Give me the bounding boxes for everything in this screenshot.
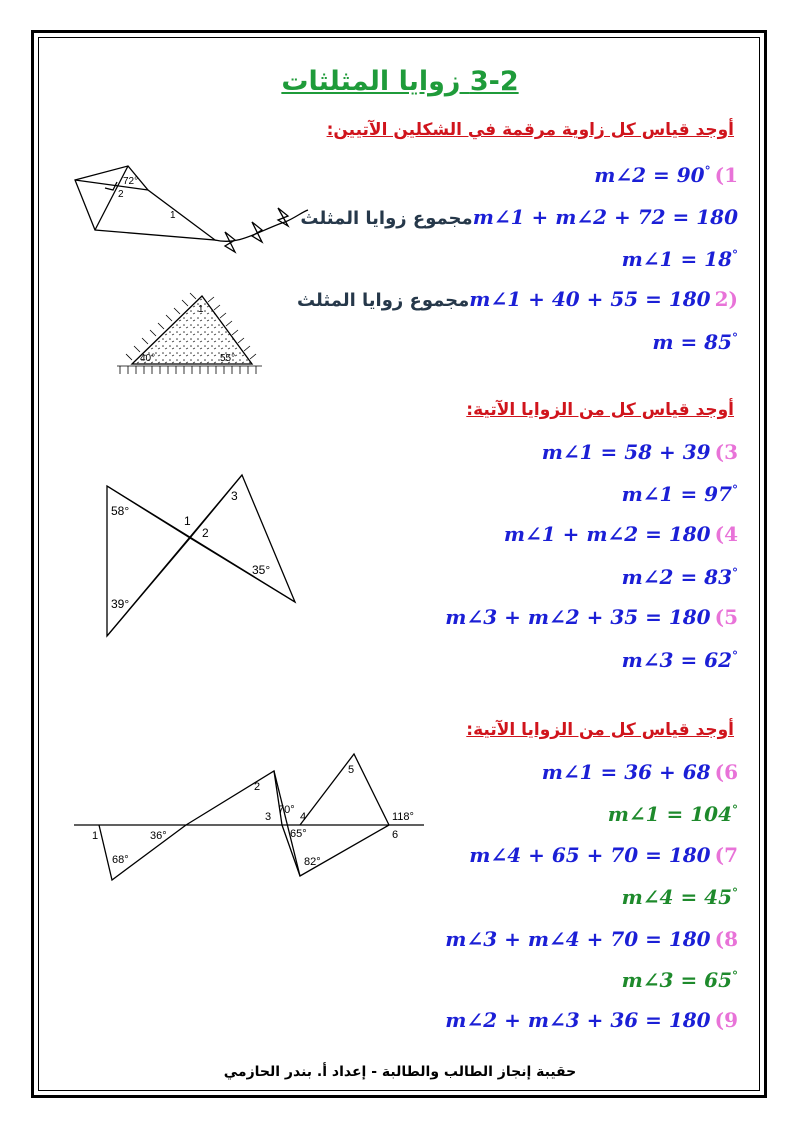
equation-line: m∠1 = 18° — [621, 247, 738, 271]
line-angle-82: 82° — [304, 856, 321, 868]
line-label-3: 3 — [265, 811, 272, 823]
equation-line: m∠1 = 58 + 39 (3 — [541, 440, 738, 464]
bowtie-angle-58: 58° — [111, 504, 130, 518]
kite-angle-72: 72° — [123, 176, 139, 187]
bowtie-label-2: 2 — [202, 526, 209, 540]
equation-line: m∠1 = 36 + 68 (6 — [541, 760, 738, 784]
line-angle-65: 65° — [290, 828, 307, 840]
line-label-6: 6 — [392, 829, 399, 841]
equation-line: m = 85° — [652, 330, 738, 354]
hatched-label-1: 1 — [198, 304, 204, 315]
bowtie-label-1: 1 — [184, 514, 191, 528]
kite-figure — [70, 160, 310, 255]
equation-line: m∠4 + 65 + 70 = 180 (7 — [469, 843, 738, 867]
line-angle-70: 70° — [278, 804, 295, 816]
hatched-angle-40: 40° — [140, 353, 156, 364]
kite-label-2: 2 — [118, 189, 124, 200]
line-angle-36: 36° — [150, 830, 167, 842]
bowtie-angle-39: 39° — [111, 597, 130, 611]
equation-line: m∠3 = 62° — [621, 648, 738, 672]
equation-line: m∠2 + m∠3 + 36 = 180 (9 — [445, 1008, 738, 1032]
kite-label-1: 1 — [170, 210, 176, 221]
hatched-triangle-figure — [112, 288, 272, 376]
equation-line: m∠1 = 97° — [621, 482, 738, 506]
equation-line: m∠3 = 65° — [621, 968, 738, 992]
equation-line: m∠3 + m∠4 + 70 = 180 (8 — [445, 927, 738, 951]
section-heading-1: أوجد قياس كل زاوية مرقمة في الشكلين الآتيين: — [326, 120, 734, 140]
equation-line: مجموع زوايا المثلثm∠1 + m∠2 + 72 = 180 — [300, 205, 738, 229]
equation-line: m∠1 = 104° — [607, 802, 738, 826]
line-angle-118: 118° — [392, 811, 414, 823]
line-label-1: 1 — [92, 830, 99, 842]
bowtie-label-3: 3 — [231, 489, 238, 503]
equation-line: m∠4 = 45° — [621, 885, 738, 909]
line-label-4: 4 — [300, 811, 307, 823]
bowtie-angle-35: 35° — [252, 563, 271, 577]
page-footer: حقيبة إنجاز الطالب والطالبة - إعداد أ. بندر الحازمي — [223, 1064, 577, 1080]
equation-line: مجموع زوايا المثلثm∠1 + 40 + 55 = 180 2) — [297, 287, 738, 311]
equation-line: m∠1 + m∠2 = 180 (4 — [503, 522, 738, 546]
line-angle-68: 68° — [112, 854, 129, 866]
section-heading-2: أوجد قياس كل من الزوايا الآتية: — [466, 400, 734, 420]
equation-line: m∠2 = 90° (1 — [594, 163, 738, 187]
section-heading-3: أوجد قياس كل من الزوايا الآتية: — [466, 720, 734, 740]
equation-line: m∠3 + m∠2 + 35 = 180 (5 — [445, 605, 738, 629]
page-title: 3-2 زوايا المثلثات — [281, 66, 519, 97]
bowtie-figure — [100, 470, 305, 645]
line-triangles-figure — [74, 748, 429, 883]
hatched-angle-55: 55° — [220, 353, 236, 364]
equation-line: m∠2 = 83° — [621, 565, 738, 589]
line-label-5: 5 — [348, 764, 355, 776]
line-label-2: 2 — [254, 781, 261, 793]
